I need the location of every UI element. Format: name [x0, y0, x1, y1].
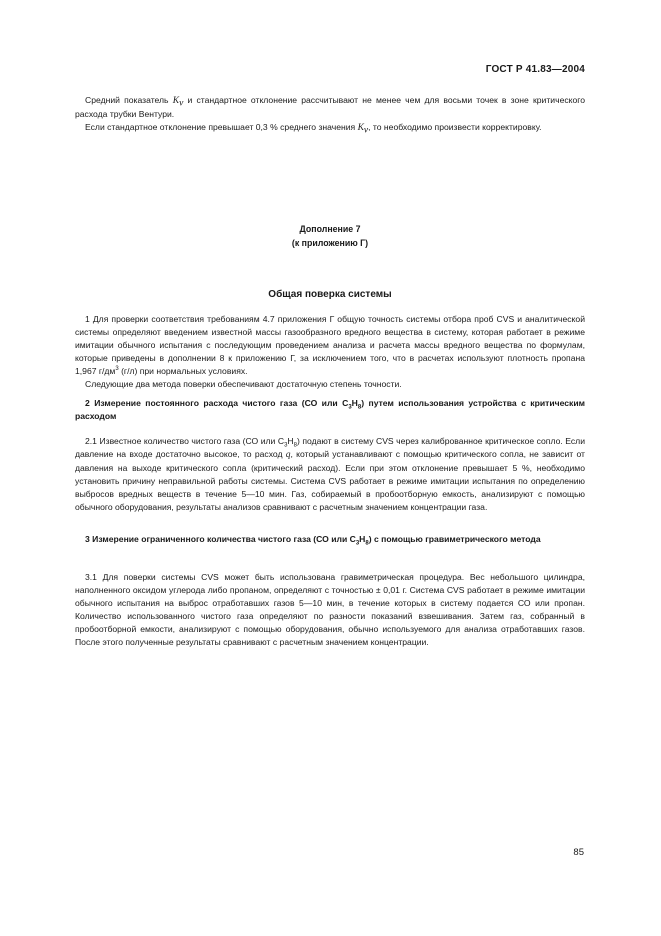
intro-text [75, 94, 585, 135]
section-1-text [75, 313, 585, 392]
paragraph-1: 1 Для проверки соответствия требованиям 4.7 приложения Г общую точность системы отбора проб CVS и аналитической системы определяют введением известной массы газообразного вредного вещества в систему, которая работает в режиме имитации обычного испытания с последующим проведением анализа и расчета массы вредного вещества по формулам, которые приведены в дополнении 8 к приложению Г, за исключением того, что в расчетах используют плотность пропана 1,967 $г/дм^3$ (г/л) при нормальных условиях. [75, 314, 585, 377]
section-title: Общая поверка системы [268, 289, 392, 300]
section-3-text [75, 571, 585, 650]
addendum-subtitle: (к приложению Г) [291, 238, 369, 248]
section-2-heading: 2 Измерение постоянного расхода чистого газа (СО или $С_3Н_8$) путем использования устройства с критическим расходом [75, 398, 585, 422]
section-2-text [75, 435, 585, 515]
intro-paragraph-2: Если стандартное отклонение превышает 0,3 % среднего значения $K_v$, то необходимо произвести корректировку. [85, 122, 542, 136]
addendum-heading [75, 222, 585, 250]
section-3-heading: 3 Измерение ограниченного количества чистого газа (СО или $С_3Н_8$) с помощью гравиметрического метода [85, 534, 541, 547]
paragraph-2-1: 2.1 Известное количество чистого газа (СО или $С_3Н_8$) подают в систему CVS через калиброванное критическое сопло. Если давление на входе достаточно высокое, то расход q, который устанавливают с помощью критического сопла, не зависит от давления на выходе критического сопла (критический расход). Если при этом отклонение превышает 5 %, необходимо установить причину неправильной работы системы. Система CVS работает в режиме имитации испытания по определению выбросов вредных веществ в течение 5—10 мин. Газ, собираемый в пробоотборную емкость, анализируют с помощью обычного оборудования, результаты анализов сравнивают с расчетным значением концентрации газа. [75, 436, 585, 513]
document-header: ГОСТ Р 41.83—2004 [485, 64, 585, 75]
paragraph-3-1: 3.1 Для поверки системы CVS может быть использована гравиметрическая процедура. Вес небольшого цилиндра, наполненного оксидом углерода либо пропаном, определяют с точностью ± 0,01 г. Система CVS работает в режиме имитации обычного испытания на выброс отработавших газов 5—10 мин, в течение которых в систему подается СО или пропан. Количество использованного чистого газа определяют по разности показаний взвешивания. Затем газ, собранный в пробоотборной емкости, анализируют с помощью оборудования, обычно используемого для анализа отработавших газов. После этого полученные результаты сравнивают с расчетным значением концентрации. [75, 572, 585, 648]
page-number: 85 [573, 847, 584, 858]
intro-paragraph-1: Средний показатель $K_v$ и стандартное отклонение рассчитывают не менее чем для восьми точек в зоне критического расхода трубки Вентури. [75, 95, 585, 120]
paragraph-1-note: Следующие два метода поверки обеспечивают достаточную степень точности. [85, 379, 402, 390]
addendum-title: Дополнение 7 [299, 224, 361, 234]
